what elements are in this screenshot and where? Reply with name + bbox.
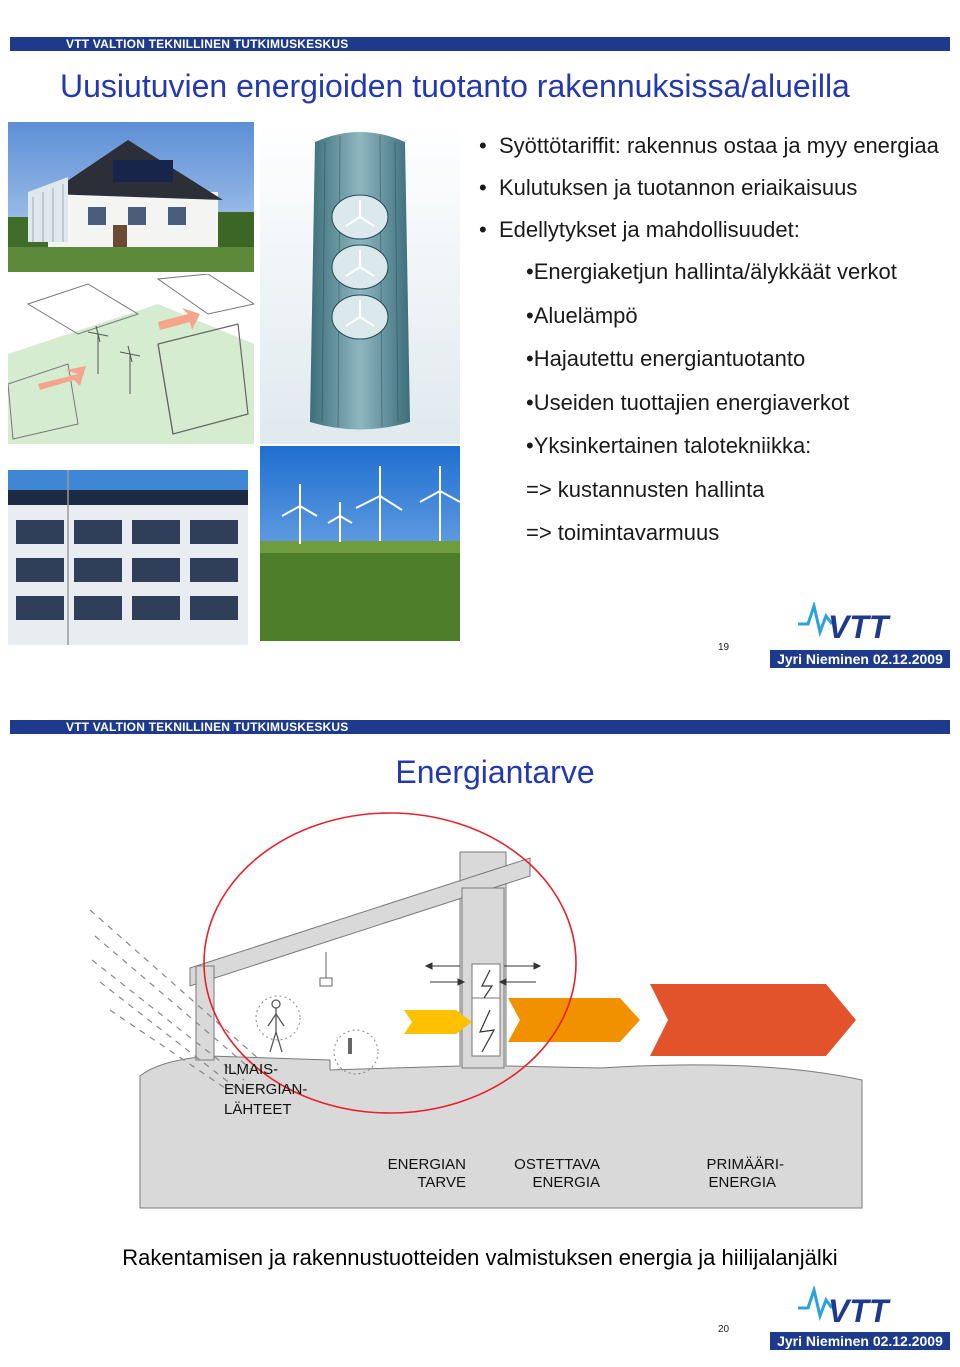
slide-title: Uusiutuvien energioiden tuotanto rakennuksissa/alueilla [60,68,850,104]
vtt-logo-text: VTT [828,609,889,642]
author-date: Jyri Nieminen 02.12.2009 [777,1333,943,1349]
primary-energy-arrow [650,984,856,1056]
ceiling-lamp-icon [320,978,332,986]
author-date: Jyri Nieminen 02.12.2009 [777,651,943,667]
slide-subtitle: Rakentamisen ja rakennustuotteiden valmistuksen energia ja hiilijalanjälki [122,1245,838,1270]
energy-demand-diagram [0,680,960,1240]
sub-bullet-item: •Hajautettu energiantuotanto [526,346,806,371]
wind-farm-photo [260,446,460,641]
sub-bullet-item: •Aluelämpö [526,302,638,328]
slide-title: Energiantarve [395,754,595,790]
vtt-logo-text: VTT [828,1293,889,1326]
footer-author-bar [770,1332,950,1350]
org-header-bar [10,37,950,51]
bullet-item: • Syöttötariffit: rakennus ostaa ja myy energiaa [476,132,946,160]
consequence-item: => kustannusten hallinta [526,476,765,502]
label-energian-tarve: ENERGIAN [387,1156,466,1173]
slide-2 [0,680,960,1367]
person-icon [268,1000,284,1052]
bullet-list [476,132,946,563]
label-ilmais: ENERGIAN- [224,1081,308,1098]
label-ostettava: OSTETTAVA [514,1156,600,1173]
sub-bullet-item: •Yksinkertainen talotekniikka: [526,433,812,458]
label-ilmais: ILMAIS- [224,1061,279,1078]
label-energian-tarve: TARVE [417,1174,466,1191]
label-ilmais: LÄHTEET [224,1101,292,1118]
urban-sketch [8,274,254,444]
label-primaari: ENERGIA [708,1174,776,1191]
apartment-building-photo [8,470,248,645]
sub-bullet-item: •Energiaketjun hallinta/älykkäät verkot [526,259,897,284]
consequence-item: => toimintavarmuus [526,520,720,545]
page-number: 20 [718,1324,730,1335]
page-number: 19 [718,642,730,653]
radiator-icon [348,1038,352,1054]
label-primaari: PRIMÄÄRI- [706,1156,784,1173]
footer-author-bar [770,650,950,668]
vtt-logo [798,1286,913,1331]
slide-1 [0,0,960,680]
bullet-item: • Kulutuksen ja tuotannon eriaikaisuus [476,174,946,202]
power-unit-box [472,998,500,1056]
bullet-item: • Edellytykset ja mahdollisuudet: [476,216,946,244]
solar-house-photo [8,122,254,272]
vtt-logo [798,602,913,647]
org-name: VTT VALTION TEKNILLINEN TUTKIMUSKESKUS [66,37,349,51]
sub-bullet-item: •Useiden tuottajien energiaverkot [526,389,850,415]
org-name: VTT VALTION TEKNILLINEN TUTKIMUSKESKUS [66,720,349,734]
label-ostettava: ENERGIA [532,1174,600,1191]
turbine-tower-rendering [260,122,460,444]
purchased-energy-arrow [508,998,640,1042]
